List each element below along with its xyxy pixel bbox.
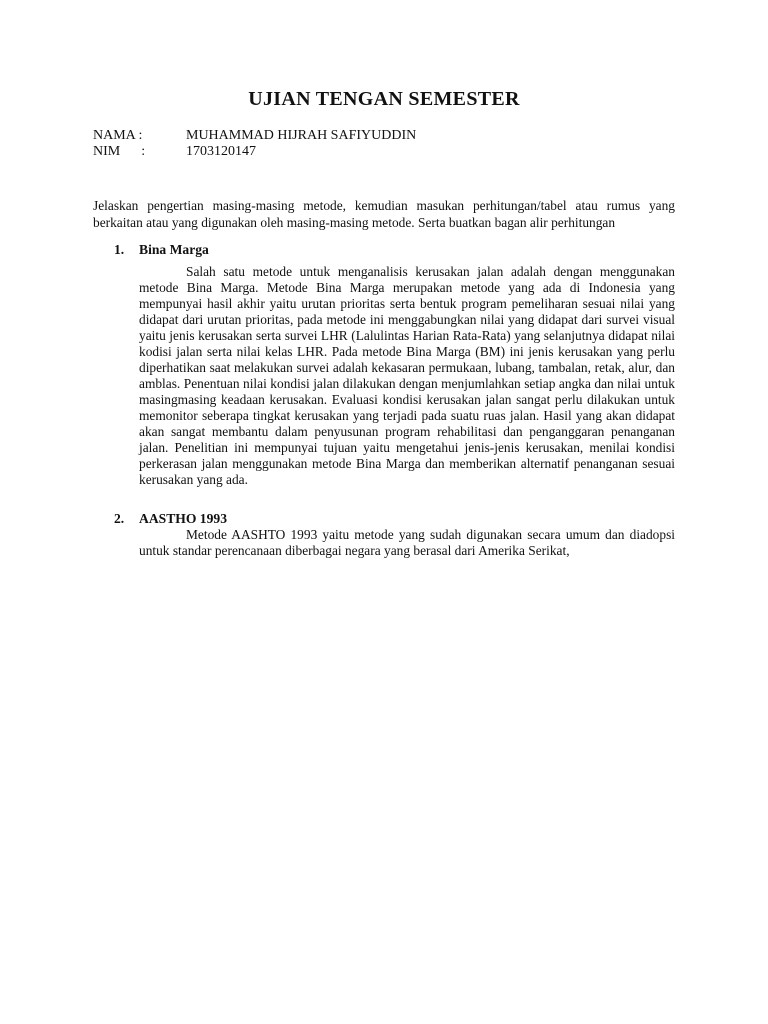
section-heading-2 (114, 511, 227, 527)
identity-label-nim: NIM : (93, 144, 146, 159)
section-paragraph-2: Metode AASHTO 1993 yaitu metode yang sudah digunakan secara umum dan diadopsi untuk standar perencanaan diberbagai negara yang berasal dari Amerika Serikat, (139, 527, 675, 558)
identity-label-nama: NAMA : (93, 128, 143, 143)
section-number-1: 1. (114, 242, 125, 257)
identity-row-nim (93, 144, 593, 160)
instruction-text: Jelaskan pengertian masing-masing metode, kemudian masukan perhitungan/tabel atau rumus yang berkaitan atau yang digunakan oleh masing-masing metode. Serta buatkan bagan alir perhitungan (93, 198, 675, 230)
section-number-2: 2. (114, 511, 125, 526)
identity-row-nama (93, 128, 593, 144)
identity-value-nim: 1703120147 (186, 144, 256, 159)
section-title-1: Bina Marga (139, 242, 209, 257)
section-heading-1 (114, 242, 209, 258)
document-title: UJIAN TENGAN SEMESTER (248, 88, 520, 110)
identity-value-nama: MUHAMMAD HIJRAH SAFIYUDDIN (186, 128, 417, 143)
section-paragraph-1: Salah satu metode untuk menganalisis kerusakan jalan adalah dengan menggunakan metode Bina Marga. Metode Bina Marga merupakan metode yang ada di Indonesia yang mempunyai hasil akhir yaitu urutan prioritas serta bentuk program pemeliharan sesuai nilai yang didapat dari urutan prioritas, pada metode ini menggabungkan nilai yang didapat dari survei visual yaitu jenis kerusakan serta survei LHR (Lalulintas Harian Rata-Rata) yang selanjutnya didapat nilai kodisi jalan serta nilai kelas LHR. Pada metode Bina Marga (BM) ini jenis kerusakan yang perlu diperhatikan saat melakukan survei adalah kekasaran permukaan, lubang, tambalan, retak, alur, dan amblas. Penentuan nilai kondisi jalan dilakukan dengan menjumlahkan setiap angka dan nilai untuk masingmasing keadaan kerusakan. Evaluasi kondisi kerusakan jalan sangat perlu dilakukan untuk memonitor seberapa tingkat kerusakan yang terjadi pada suatu ruas jalan. Hasil yang akan didapat akan sangat membantu dalam penyusunan program rehabilitasi dan penganggaran penanganan jalan. Penelitian ini mempunyai tujuan yaitu mengetahui jenis-jenis kerusakan, menilai kondisi perkerasan jalan menggunakan metode Bina Marga dan memberikan alternatif penanganan sesuai kerusakan yang ada. (139, 264, 675, 487)
section-title-2: AASTHO 1993 (139, 511, 227, 526)
identity-block (93, 128, 593, 160)
